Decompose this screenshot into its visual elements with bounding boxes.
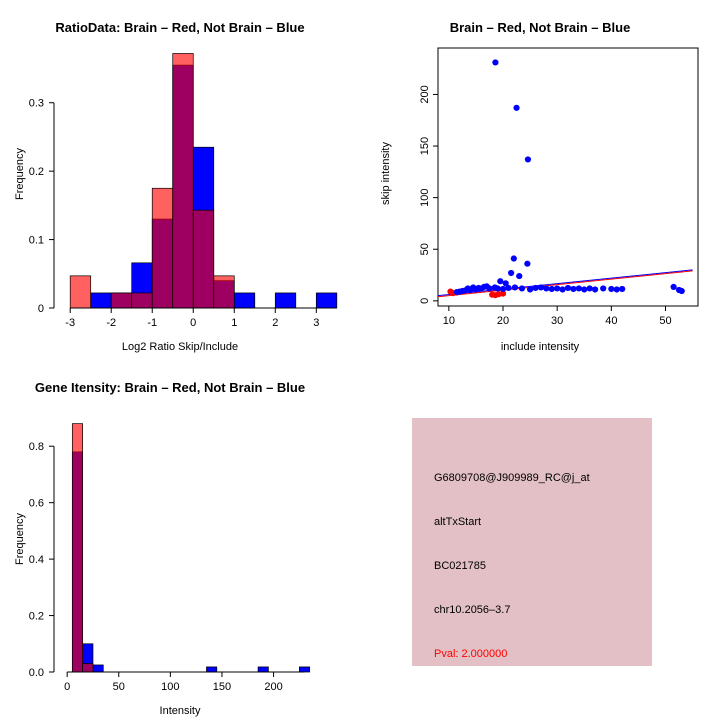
annotation-accession: BC021785 [434, 560, 486, 572]
scatter-xlabel: include intensity [500, 341, 580, 353]
x-tick-label: 1 [231, 317, 238, 329]
x-tick-label: -3 [65, 317, 76, 329]
scatter-point [454, 289, 460, 295]
y-tick-label: 0 [37, 303, 44, 315]
scatter-point [671, 284, 677, 290]
y-tick-label: 0.1 [28, 234, 44, 247]
scatter-plot [360, 0, 720, 360]
y-tick-label: 0.8 [28, 441, 44, 454]
histogram-bar-red [193, 210, 214, 308]
x-tick-label: 10 [442, 315, 455, 327]
histogram-bar-blue [93, 665, 103, 672]
x-tick-label: -1 [147, 317, 158, 329]
scatter-point [500, 286, 506, 292]
scatter-point [600, 285, 606, 291]
scatter-point [587, 285, 593, 291]
x-tick-label: 50 [659, 315, 672, 327]
y-tick-label: 0.3 [28, 97, 44, 110]
histogram-bar-red [173, 53, 194, 308]
histogram-bar-red [214, 276, 235, 308]
scatter-title: Brain – Red, Not Brain – Blue [449, 20, 631, 35]
scatter-point [525, 156, 531, 162]
plot-frame [438, 48, 698, 306]
ratio-histogram-ylabel: Frequency [14, 148, 26, 200]
scatter-ylabel: skip intensity [380, 142, 392, 205]
scatter-point [508, 270, 514, 276]
scatter-point [470, 284, 476, 290]
scatter-point [679, 288, 685, 294]
scatter-point [497, 278, 503, 284]
panel-intensity-scatter [360, 0, 720, 360]
x-tick-label: 150 [212, 681, 232, 693]
histogram-bar-red [111, 293, 132, 308]
histogram-bar-red [152, 188, 173, 308]
panel-ratio-histogram [0, 0, 360, 360]
panel-annotation [360, 360, 720, 720]
scatter-point [511, 255, 517, 261]
scatter-point [543, 285, 549, 291]
scatter-point [527, 286, 533, 292]
y-tick-label: 100 [419, 188, 431, 207]
scatter-point [554, 285, 560, 291]
histogram-bar-blue [206, 667, 216, 672]
scatter-point [516, 273, 522, 279]
annotation-locus: chr10.2056–3.7 [434, 604, 511, 616]
x-tick-label: 2 [272, 317, 279, 329]
ratio-histogram-xlabel: Log2 Ratio Skip/Include [121, 341, 239, 353]
gene-histogram-plot [0, 360, 400, 720]
y-tick-label: 0 [419, 297, 431, 304]
x-tick-label: 20 [496, 315, 510, 327]
gene-histogram-xlabel: Intensity [159, 705, 201, 717]
x-tick-label: 100 [161, 681, 180, 693]
histogram-bar-blue [275, 293, 296, 308]
y-tick-label: 50 [419, 243, 431, 256]
scatter-point [476, 285, 482, 291]
x-tick-label: 40 [605, 315, 618, 327]
histogram-bar-red [132, 293, 153, 308]
annotation-pval: Pval: 2.000000 [434, 648, 508, 660]
y-tick-label: 0.2 [28, 610, 44, 623]
ratio-histogram-title: RatioData: Brain – Red, Not Brain – Blue [55, 20, 305, 35]
scatter-point [576, 285, 582, 291]
ratio-histogram-plot [0, 0, 360, 360]
scatter-point [538, 284, 544, 290]
scatter-point [505, 285, 511, 291]
histogram-bar-blue [234, 293, 255, 308]
histogram-bar-red [72, 424, 82, 672]
annotation-event-type: altTxStart [434, 516, 482, 528]
x-tick-label: 0 [64, 681, 71, 693]
scatter-point [608, 286, 614, 292]
gene-histogram-title: Gene Itensity: Brain – Red, Not Brain – Blue [34, 380, 306, 395]
histogram-bar-blue [299, 667, 309, 672]
scatter-point [513, 105, 519, 111]
x-tick-label: 50 [112, 681, 125, 693]
histogram-bar-red [83, 664, 93, 672]
scatter-point [486, 285, 492, 291]
scatter-point [481, 284, 487, 290]
x-tick-label: 200 [264, 681, 283, 693]
x-tick-label: 30 [551, 315, 564, 327]
annotation-probe-id: G6809708@J909989_RC@j_at [434, 472, 590, 484]
x-tick-label: -2 [106, 317, 117, 329]
scatter-point [512, 284, 518, 290]
scatter-point [549, 286, 555, 292]
histogram-bar-red [70, 276, 91, 308]
gene-histogram-ylabel: Frequency [14, 513, 26, 565]
histogram-bar-blue [316, 293, 337, 308]
scatter-point [581, 286, 587, 292]
scatter-point [570, 286, 576, 292]
scatter-point [565, 285, 571, 291]
scatter-point [592, 286, 598, 292]
x-tick-label: 0 [190, 317, 197, 329]
x-tick-label: 3 [313, 317, 320, 329]
histogram-bar-blue [91, 293, 112, 308]
y-tick-label: 0.6 [28, 497, 44, 510]
y-tick-label: 0.2 [28, 166, 44, 179]
scatter-point [532, 285, 538, 291]
scatter-point [519, 285, 525, 291]
scatter-point [494, 285, 500, 291]
y-tick-label: 200 [419, 85, 431, 104]
annotation-box [412, 418, 652, 666]
scatter-point [492, 59, 498, 65]
scatter-point [614, 286, 620, 292]
scatter-point [465, 285, 471, 291]
y-tick-label: 0.4 [28, 554, 44, 567]
panel-gene-histogram [0, 360, 400, 720]
scatter-point [524, 261, 530, 267]
y-tick-label: 0.0 [28, 667, 44, 679]
trendline-red-fit [438, 271, 693, 297]
y-tick-label: 150 [419, 136, 431, 156]
histogram-bar-blue [258, 667, 268, 672]
scatter-point [559, 286, 565, 292]
scatter-point [619, 286, 625, 292]
